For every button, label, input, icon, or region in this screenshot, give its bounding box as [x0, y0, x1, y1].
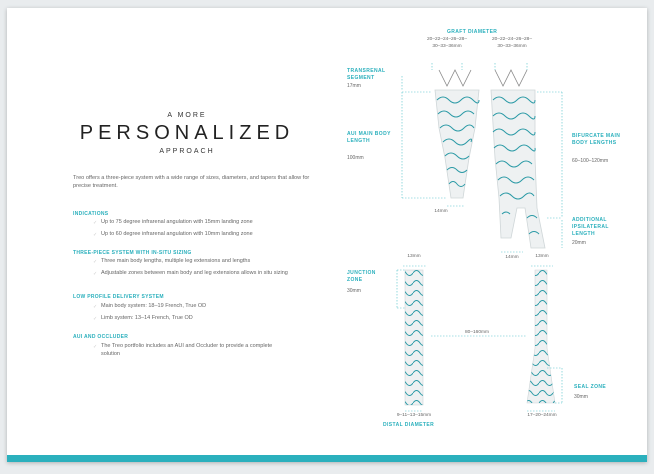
limb-left-top-diameter: 13mm: [407, 254, 421, 259]
junction-zone-value: 30mm: [347, 288, 361, 294]
seal-zone-label: SEAL ZONE: [574, 384, 607, 390]
check-icon: ✓: [93, 259, 98, 265]
aui-device-illustration: [435, 70, 479, 198]
bif-distal-diameter: 14mm: [505, 255, 519, 260]
intro-paragraph: Treo offers a three-piece system with a wide range of sizes, diameters, and tapers that allow for precise treatment.: [73, 175, 310, 189]
bullet-item: Up to 60 degree infrarenal angulation with 10mm landing zone: [101, 231, 253, 237]
check-icon: ✓: [93, 304, 98, 310]
bullet-item: Up to 75 degree infrarenal angulation with 15mm landing zone: [101, 219, 253, 225]
brochure-page: [7, 8, 647, 462]
check-icon: ✓: [93, 271, 98, 277]
bullet-item: Adjustable zones between main body and leg extensions allows in situ sizing: [101, 270, 288, 276]
limb-right-distal-values: 17–20–24mm: [527, 413, 557, 418]
headline-main: PERSONALIZED: [79, 122, 295, 144]
aui-distal-diameter: 14mm: [434, 209, 448, 214]
check-icon: ✓: [93, 232, 98, 238]
bifurcate-length-value: 60–100–120mm: [572, 158, 609, 164]
seal-zone-value: 30mm: [574, 394, 588, 400]
graft-diameter-bif-values: 30–33–36mm: [497, 44, 527, 49]
bullet-item: Limb system: 13–14 French, True OD: [101, 315, 193, 321]
limb-left-distal-values: 9–11–13–15mm: [396, 413, 432, 418]
graft-diameter-bif-values: 20–22–24–26–28–: [491, 37, 533, 42]
limb-right-top-diameter: 13mm: [535, 254, 549, 259]
check-icon: ✓: [93, 344, 98, 350]
bullet-item: The Treo portfolio includes an AUI and Occluder to provide a complete solution: [101, 343, 273, 357]
aui-body-length-value: 100mm: [347, 155, 364, 161]
limb-graft-left: [405, 270, 423, 405]
graft-diameter-label: GRAFT DIAMETER: [447, 29, 498, 35]
section-delivery: LOW PROFILE DELIVERY SYSTEM: [73, 294, 164, 300]
limb-length-range: 80–160mm: [457, 330, 497, 335]
graft-diameter-aui-values: 30–33–36mm: [432, 44, 462, 49]
distal-diameter-label: DISTAL DIAMETER: [383, 422, 435, 428]
graft-diameter-bracket: [432, 63, 527, 70]
section-three-piece: THREE-PIECE SYSTEM WITH IN-SITU SIZING: [73, 250, 192, 256]
bifurcate-length-label: BIFURCATE MAIN BODY LENGTHS: [572, 133, 621, 146]
stent-graft-diagram: [7, 8, 647, 462]
graft-diameter-aui-values: 20–22–24–26–28–: [426, 37, 468, 42]
transrenal-segment-value: 17mm: [347, 83, 361, 89]
section-aui: AUI AND OCCLUDER: [73, 334, 129, 340]
bifurcate-device-illustration: [491, 70, 545, 248]
ipsilateral-length-value: 20mm: [572, 240, 586, 246]
headline-sub: APPROACH: [159, 148, 215, 155]
check-icon: ✓: [93, 220, 98, 226]
footer-accent-bar: [7, 455, 647, 462]
junction-zone-label: JUNCTION ZONE: [347, 270, 376, 283]
bullet-item: Three main body lengths, multiple leg extensions and lengths: [101, 258, 251, 264]
bullet-item: Main body system: 18–19 French, True OD: [101, 303, 207, 309]
headline-kicker: A MORE: [167, 112, 207, 119]
transrenal-segment-label: TRANSRENAL SEGMENT: [347, 68, 386, 81]
check-icon: ✓: [93, 316, 98, 322]
aui-body-length-label: AUI MAIN BODY LENGTH: [347, 131, 391, 144]
ipsilateral-length-label: ADDITIONAL IPSILATERAL LENGTH: [572, 217, 609, 237]
section-indications: INDICATIONS: [73, 211, 109, 217]
limb-graft-right: [527, 270, 555, 403]
